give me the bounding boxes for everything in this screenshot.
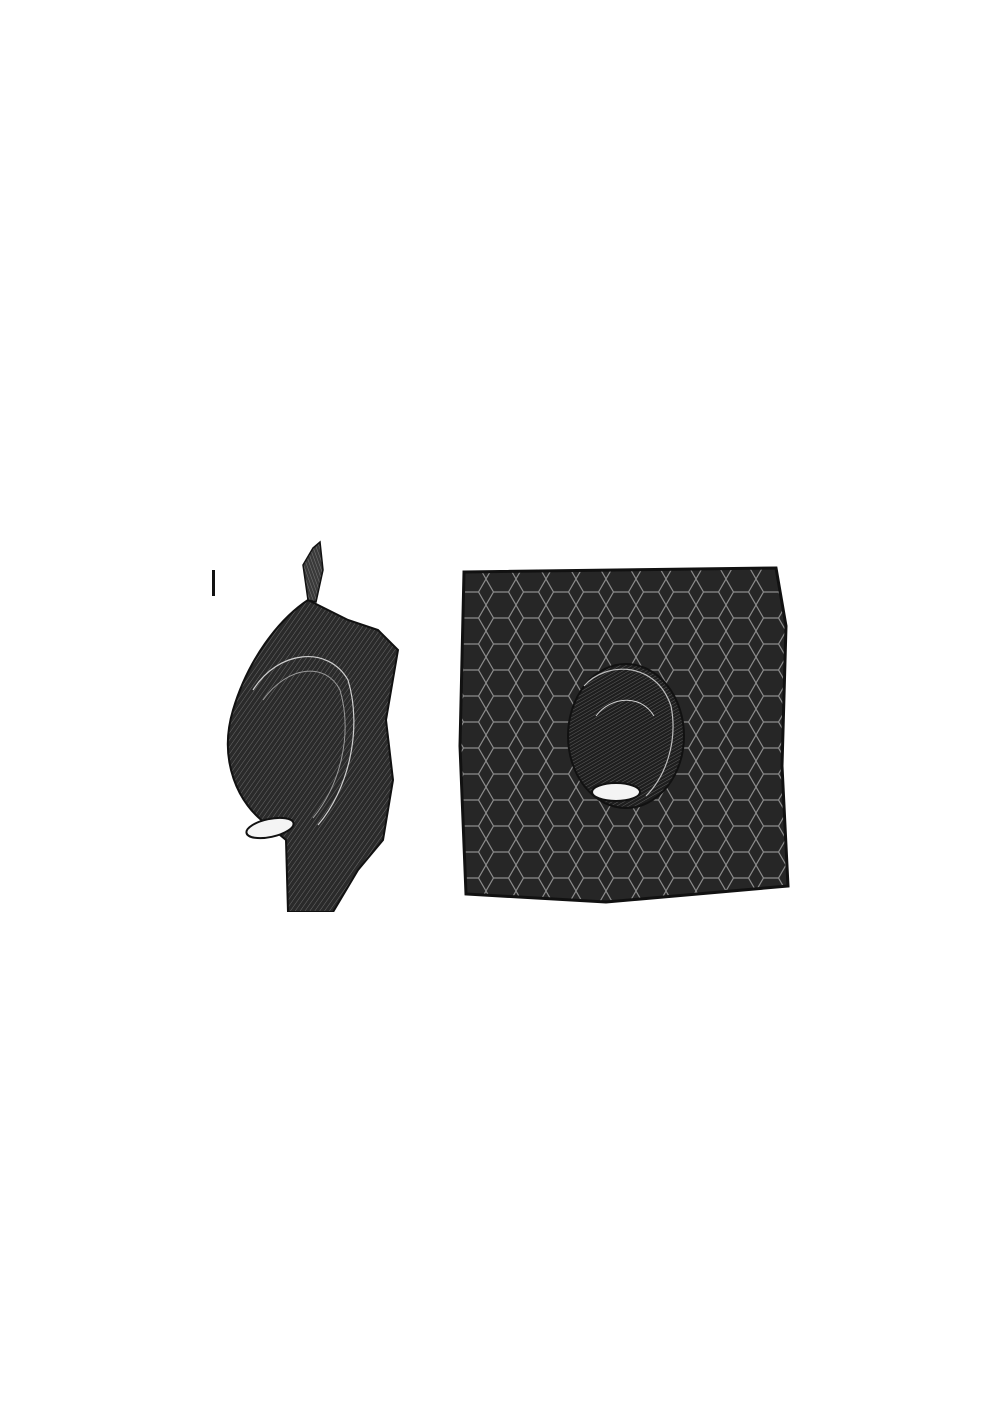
fig4-queen-cell-illustration [208,540,408,912]
fig5-comb-with-queen-cell-illustration [456,566,792,906]
